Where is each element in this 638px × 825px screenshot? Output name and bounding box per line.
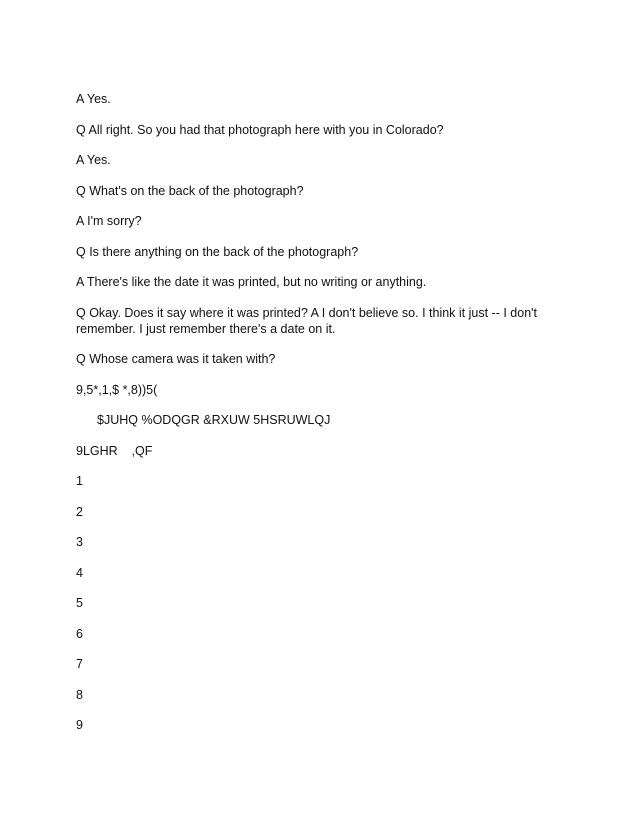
footer-code: 9,5*,1,$ *,8))5(: [76, 382, 158, 397]
transcript-line: A Yes.: [76, 153, 111, 167]
transcript-line: Q Okay. Does it say where it was printed? A I don't believe so. I think it just -- I don't remember. I just remember there's a date on it.: [76, 305, 541, 336]
transcript-body: [76, 91, 576, 748]
transcript-line: Q All right. So you had that photograph here with you in Colorado?: [76, 122, 444, 137]
line-number: 6: [76, 626, 83, 641]
reporter-line: $JUHQ %ODQGR &RXUW 5HSRUWLQJ: [97, 413, 331, 427]
transcript-line: A There's like the date it was printed, but no writing or anything.: [76, 275, 427, 289]
line-number: 8: [76, 687, 83, 702]
video-line: 9LGHR ,QF: [76, 443, 153, 458]
transcript-line: A Yes.: [76, 92, 111, 106]
transcript-line: Q Whose camera was it taken with?: [76, 352, 276, 366]
transcript-line: Q What's on the back of the photograph?: [76, 183, 304, 198]
line-number: 4: [76, 565, 83, 580]
line-number: 9: [76, 718, 83, 732]
line-number: 5: [76, 596, 83, 610]
line-number: 1: [76, 474, 83, 488]
transcript-line: Q Is there anything on the back of the photograph?: [76, 244, 359, 259]
line-number: 2: [76, 504, 83, 519]
transcript-line: A I'm sorry?: [76, 214, 142, 228]
line-number: 7: [76, 657, 83, 671]
line-number: 3: [76, 535, 83, 549]
